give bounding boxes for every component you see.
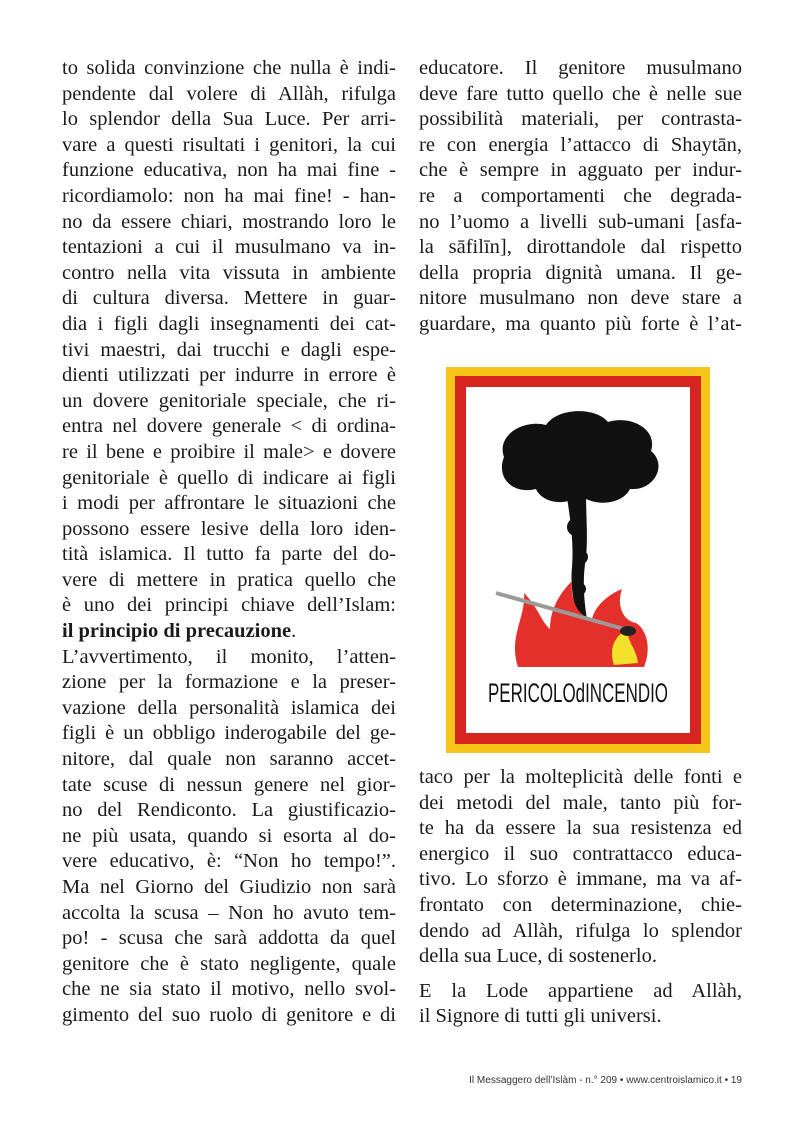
text-line: lo splendor della Sua Luce. Per arri- — [62, 108, 396, 131]
text-line: E la Lode appartiene ad Allàh, — [419, 979, 742, 1002]
text-line: possono essere lesive della loro iden- — [62, 517, 396, 540]
text-line: vere di mettere in pratica quello che — [62, 568, 396, 591]
text-line: il Signore di tutti gli universi. — [419, 1005, 662, 1028]
text-line: tate scuse di nessun genere nel gior- — [62, 773, 396, 796]
separator: • — [619, 1075, 624, 1086]
closing-paragraph — [419, 979, 742, 1030]
text-line: frontato con determinazione, chie- — [419, 893, 742, 916]
website-link: www.centroislamico.it — [626, 1075, 722, 1086]
fire-danger-sign — [446, 367, 710, 753]
text-line: della sua Luce, di sostenerlo. — [419, 945, 657, 968]
text-line: contro nella vita vissuta in ambiente — [62, 261, 396, 284]
text-line: gimento del suo ruolo di genitore e di — [62, 1003, 396, 1026]
text-line: no da essere chiari, mostrando loro le — [62, 210, 396, 233]
text-line: è uno dei principi chiave dell’Islam: — [62, 594, 396, 617]
text-line: re con energia l’attacco di Shaytān, — [419, 133, 742, 156]
text-line: guardare, ma quanto più forte è l’at- — [419, 312, 742, 335]
text-line: che ne sia stato il motivo, nello svol- — [62, 978, 396, 1001]
text-line: Ma nel Giorno del Giudizio non sarà — [62, 876, 396, 898]
text-line: vare a questi risultati i genitori, la cui — [62, 133, 396, 156]
text-line: nitore, dal quale non saranno accet- — [62, 748, 396, 771]
text-line: L’avvertimento, il monito, l’atten- — [62, 645, 396, 668]
text-line: funzione educativa, non ha mai fine - — [62, 159, 396, 182]
text-line: che è sempre in agguato per indur- — [419, 159, 742, 182]
page-number: 19 — [730, 1075, 742, 1086]
text-line: della propria dignità umana. Il ge- — [419, 261, 742, 284]
right-column-top — [419, 56, 742, 338]
text-line: tivo. Lo sforzo è immane, ma va af- — [419, 868, 742, 891]
paragraph-1 — [62, 56, 396, 645]
text-line: dienti utilizzati per indurre in errore è — [62, 364, 396, 387]
text-line: entra nel dovere generale < di ordina- — [62, 415, 396, 438]
text-line: re a comportamenti che degrada- — [419, 184, 742, 207]
text-line: tità islamica. Il tutto fa parte del do- — [62, 543, 396, 566]
text-line: deve fare tutto quello che è nelle sue — [419, 82, 742, 105]
text-line: no l’uomo a livelli sub-umani [asfa- — [419, 210, 742, 233]
text-line: tivi maestri, dai trucchi e dagli espe- — [62, 338, 396, 361]
text-line: taco per la molteplicità delle fonti e — [419, 766, 742, 788]
text-line: un dovere genitoriale speciale, che ri- — [62, 389, 396, 412]
text-line: nitore musulmano non deve stare a — [419, 287, 742, 310]
punctuation: . — [291, 620, 297, 643]
text-line: pendente dal volere di Allàh, rifulga — [62, 82, 396, 105]
text-line: la sāfilīn], dirottandole dal rispetto — [419, 236, 742, 259]
text-line: di cultura diversa. Mettere in guar- — [62, 287, 396, 310]
text-line: energico il suo contrattacco educa- — [419, 842, 742, 865]
right-column-bottom — [419, 765, 742, 1030]
text-line: dei metodi del male, tanto più for- — [419, 791, 742, 814]
text-line: ricordiamolo: non ha mai fine! - han- — [62, 184, 396, 207]
text-line: tentazioni a cui il musulmano va in- — [62, 236, 396, 259]
paragraph-3 — [419, 56, 742, 338]
text-line: possibilità materiali, per contrasta- — [419, 108, 742, 131]
text-line: genitoriale è quello di indicare ai figli — [62, 466, 396, 489]
text-line: dendo ad Allàh, rifulga lo splendor — [419, 919, 742, 942]
text-line: re il bene e proibire il male> e dovere — [62, 440, 396, 463]
left-column — [62, 56, 396, 1029]
page-footer — [469, 1075, 742, 1086]
text-line: po! - scusa che sarà addotta da quel — [62, 927, 396, 950]
publication-name: Il Messaggero dell’Islàm - n.° 209 — [469, 1075, 618, 1086]
text-line: vere educativo, è: “Non ho tempo!”. — [62, 850, 396, 873]
text-line: to solida convinzione che nulla è indi- — [62, 57, 396, 79]
text-line: no del Rendiconto. La giustificazio- — [62, 799, 396, 822]
separator: • — [724, 1075, 729, 1086]
text-line: genitore che è stato negligente, quale — [62, 952, 396, 975]
text-line: accolta la scusa – Non ho avuto tem- — [62, 901, 396, 924]
paragraph-2 — [62, 645, 396, 1029]
paragraph-4 — [419, 765, 742, 970]
text-line: te ha da essere la sua resistenza ed — [419, 817, 742, 840]
text-line: ne più usata, quando si esorta al do- — [62, 824, 396, 847]
text-line: i modi per affrontare le situazioni che — [62, 492, 396, 515]
text-line: educatore. Il genitore musulmano — [419, 57, 742, 79]
sign-label: PERICOLOdINCENDIO — [488, 678, 668, 708]
text-line: vazione della personalità islamica dei — [62, 696, 396, 719]
bold-phrase: il principio di precauzione — [62, 620, 292, 643]
text-line: figli è un obbligo inderogabile del ge- — [62, 722, 396, 745]
text-line: zione per la formazione e la preser- — [62, 671, 396, 694]
text-line: dia i figli dagli insegnamenti dei cat- — [62, 312, 396, 335]
text-line — [62, 619, 396, 645]
